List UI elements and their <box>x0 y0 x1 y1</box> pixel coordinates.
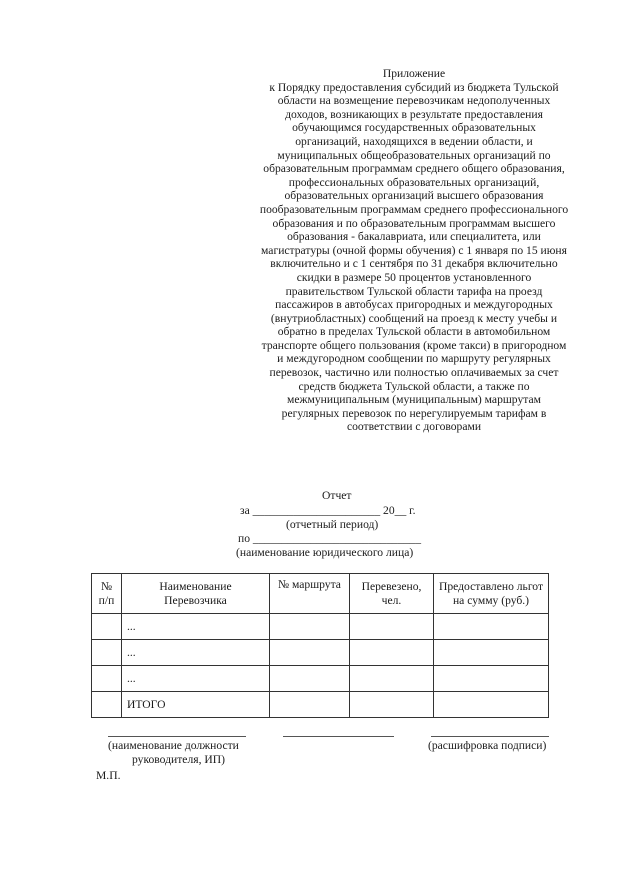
appendix-line: обратно в пределах Тульской области в автомобильном <box>277 325 551 339</box>
appendix-line: пассажиров в автобусах пригородных и междугородных <box>275 298 553 312</box>
appendix-line: включительно и с 1 сентября по 31 декабря включительно <box>270 257 558 271</box>
appendix-line: пообразовательным программам среднего профессионального <box>259 202 569 216</box>
appendix-title: Приложение <box>382 67 446 80</box>
appendix-line: образовательным программам среднего общего образования, <box>263 162 565 176</box>
report-table <box>91 573 549 718</box>
appendix-line: образования - бакалавриата, или специалитета, или <box>287 230 541 244</box>
appendix-line: (внутриобластных) сообщений на проезд к месту учебы и <box>270 311 558 325</box>
table-cell-carrier: ... <box>122 640 270 666</box>
appendix-line: и междугородном сообщении по маршруту регулярных <box>277 352 551 366</box>
table-cell-carrier: ... <box>122 614 270 640</box>
appendix-line: межмуниципальным (муниципальным) маршрутам <box>287 393 541 407</box>
table-total-row <box>92 692 549 718</box>
appendix-header <box>236 67 592 434</box>
signature-line-signature <box>283 736 394 737</box>
table-row <box>92 666 549 692</box>
table-header-row <box>92 574 549 614</box>
appendix-line: правительством Тульской области тарифа на проезд <box>285 284 543 298</box>
table-cell-carrier: ... <box>122 666 270 692</box>
stamp-place-label: М.П. <box>96 769 121 782</box>
report-period-line: за ______________________ 20__ г. <box>240 504 416 517</box>
appendix-line: профессиональных образовательных организаций, <box>288 175 540 189</box>
table-row <box>92 614 549 640</box>
column-header-benefit-sum: Предоставлено льгот на сумму (руб.) <box>434 574 549 614</box>
position-caption-line2: руководителя, ИП) <box>132 753 225 766</box>
appendix-line: муниципальных общеобразовательных организаций по <box>277 148 551 162</box>
column-header-carrier: Наименование Перевозчика <box>122 574 270 614</box>
table-total-label: ИТОГО <box>122 692 270 718</box>
report-entity-caption: (наименование юридического лица) <box>236 546 414 559</box>
appendix-line: образования и по образовательным программам высшего <box>272 216 556 230</box>
position-caption-line1: (наименование должности <box>108 739 239 752</box>
column-header-number: № п/п <box>92 574 122 614</box>
report-period-caption: (отчетный период) <box>286 518 379 531</box>
table-row <box>92 640 549 666</box>
signature-line-position <box>108 736 246 737</box>
column-header-route: № маршрута <box>270 574 350 614</box>
appendix-line: перевозок, частично или полностью оплачиваемых за счет <box>269 366 559 380</box>
appendix-line: образовательных организаций высшего образования <box>284 189 544 203</box>
column-header-transported: Перевезено, чел. <box>350 574 434 614</box>
appendix-line: регулярных перевозок по нерегулируемым тарифам в <box>281 406 547 420</box>
appendix-line: области на возмещение перевозчикам недополученных <box>277 94 551 108</box>
appendix-line: средств бюджета Тульской области, а также по <box>298 379 530 393</box>
appendix-line: соответствии с договорами <box>346 420 482 434</box>
signature-line-decryption <box>431 736 549 737</box>
appendix-line: к Порядку предоставления субсидий из бюджета Тульской <box>269 80 559 94</box>
signature-decryption-caption: (расшифровка подписи) <box>428 739 547 752</box>
appendix-line: организаций, находящихся в ведении области, и <box>295 134 533 148</box>
appendix-line: магистратуры (очной формы обучения) с 1 января по 15 июня <box>261 243 567 257</box>
appendix-line: обучающимся государственных образовательных <box>292 121 536 135</box>
appendix-line: доходов, возникающих в результате предоставления <box>285 107 543 121</box>
appendix-line: транспорте общего пользования (кроме такси) в пригородном <box>261 338 567 352</box>
appendix-line: скидки в размере 50 процентов установленного <box>296 270 532 284</box>
report-title: Отчет <box>322 489 352 502</box>
report-entity-line: по _____________________________ <box>238 532 422 545</box>
